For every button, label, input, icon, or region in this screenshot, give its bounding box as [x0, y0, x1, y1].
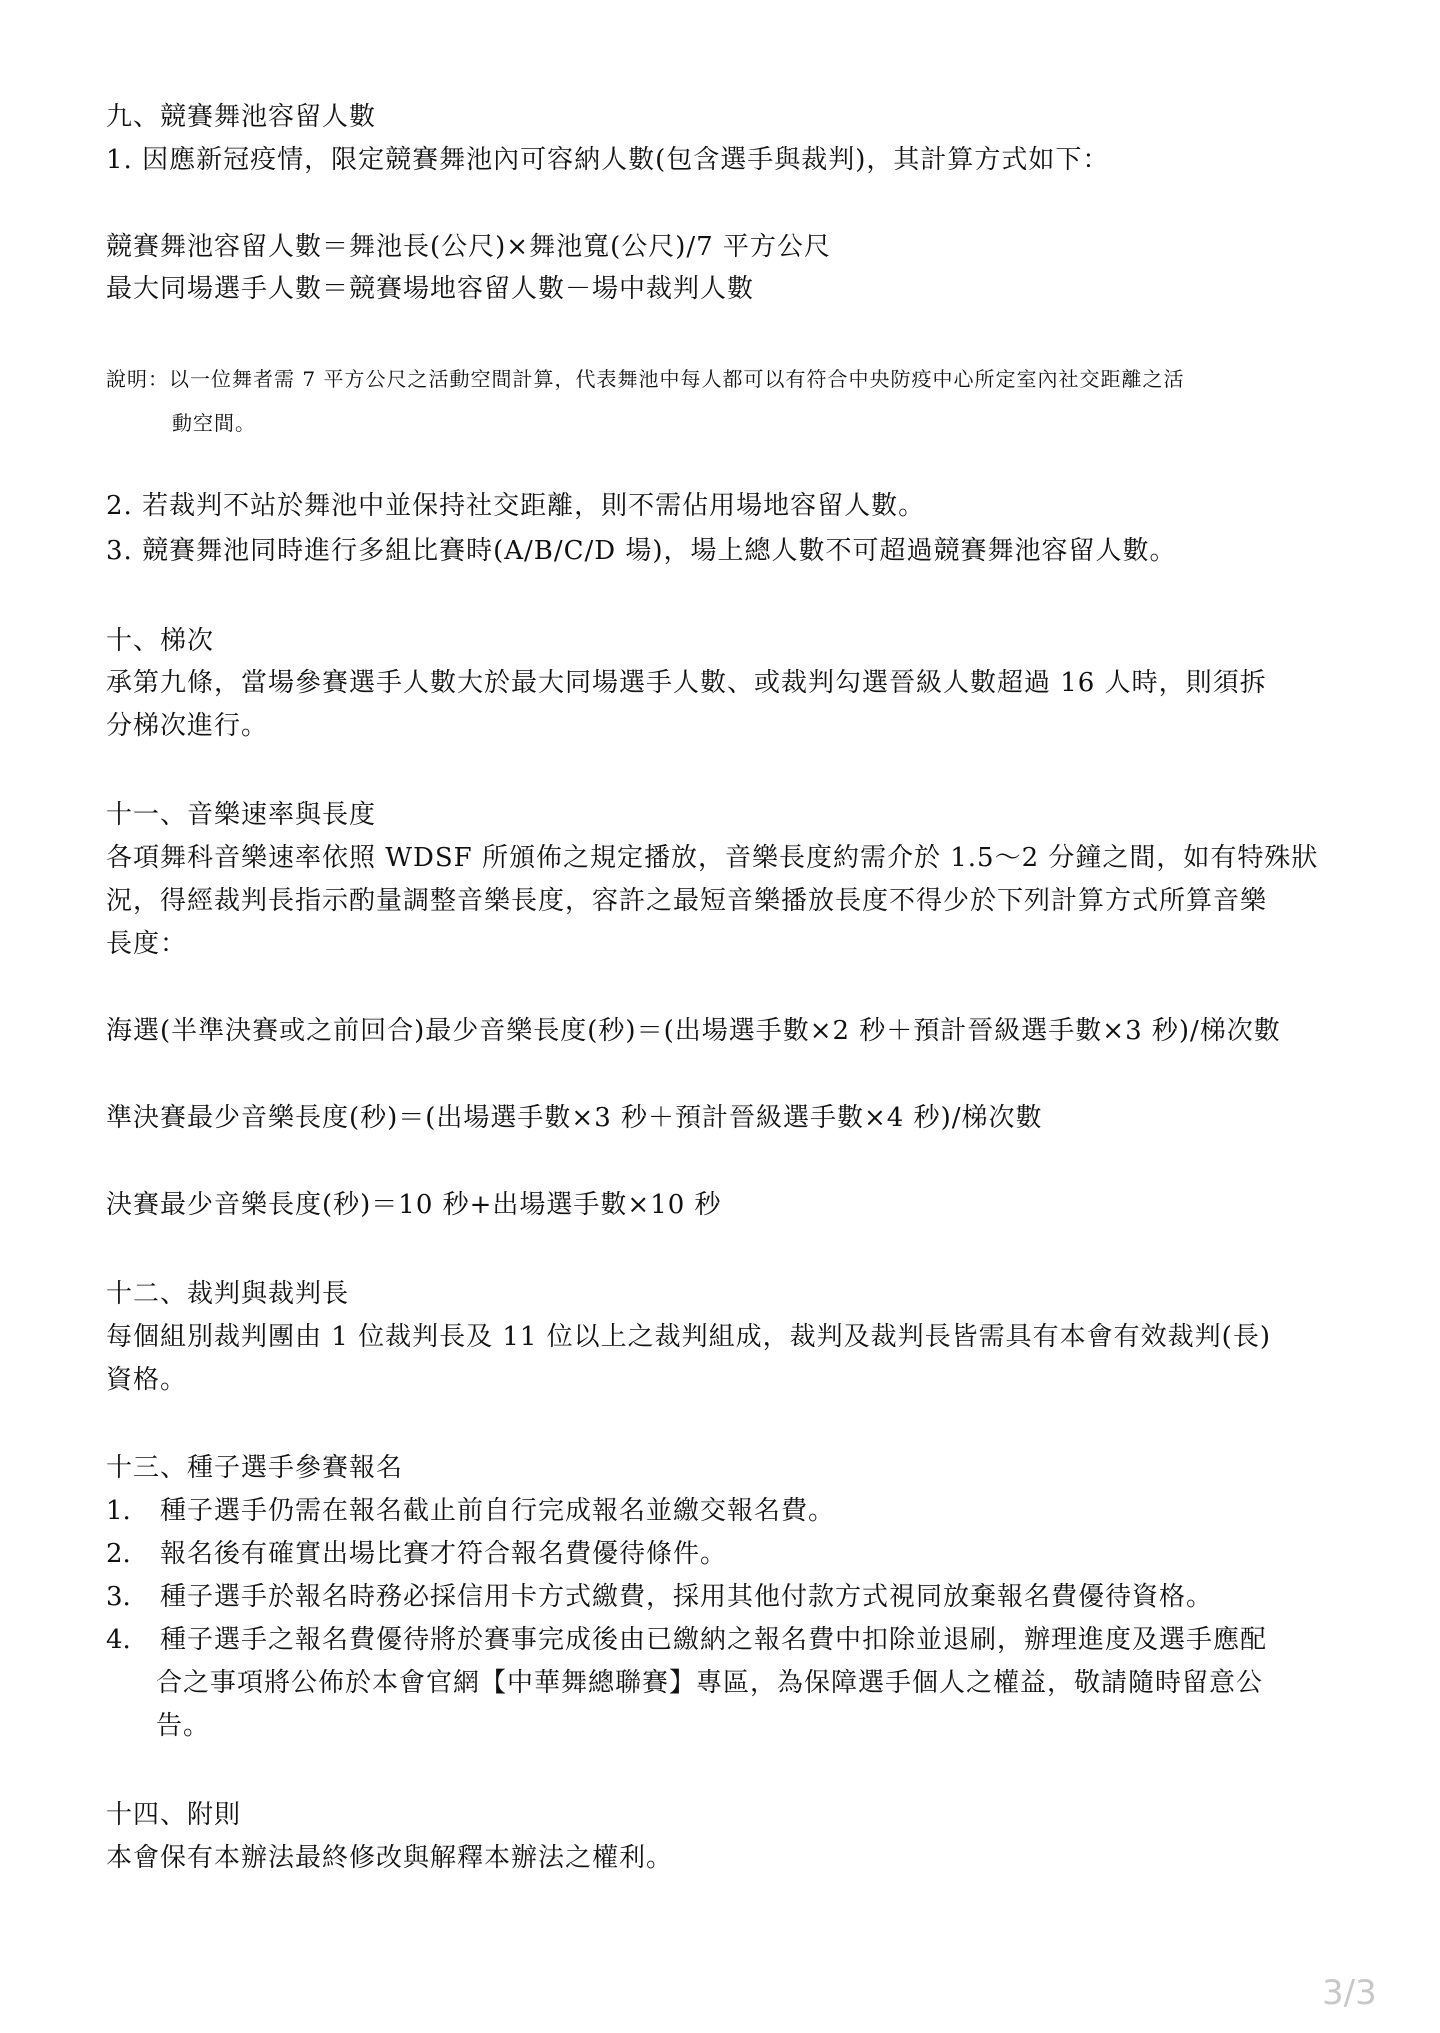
section-9-formula-1: 競賽舞池容留人數＝舞池長(公尺)×舞池寬(公尺)/7 平方公尺 — [106, 232, 831, 262]
section-11-paragraph-line-2: 況，得經裁判長指示酌量調整音樂長度，容許之最短音樂播放長度不得少於下列計算方式所算音樂 — [106, 886, 1268, 916]
section-11-formula-preliminary: 海選(半準決賽或之前回合)最少音樂長度(秒)＝(出場選手數×2 秒＋預計晉級選手數×3 秒)/梯次數 — [106, 1016, 1281, 1046]
section-13-item-3-text: 種子選手於報名時務必採信用卡方式繳費，採用其他付款方式視同放棄報名費優待資格。 — [160, 1582, 1214, 1612]
section-10-heading: 十、梯次 — [106, 626, 215, 656]
section-11-paragraph-line-3: 長度： — [106, 929, 188, 959]
section-9-item-2: 2. 若裁判不站於舞池中並保持社交距離，則不需佔用場地容留人數。 — [106, 491, 926, 521]
section-13-item-2-text: 報名後有確實出場比賽才符合報名費優待條件。 — [160, 1539, 728, 1569]
section-14-heading: 十四、附則 — [106, 1800, 242, 1830]
section-11-heading: 十一、音樂速率與長度 — [106, 800, 377, 830]
section-9-note-line-1: 說明：以一位舞者需 7 平方公尺之活動空間計算，代表舞池中每人都可以有符合中央防疫中心所定室內社交距離之活 — [106, 367, 1185, 391]
section-13-item-3-number: 3. — [106, 1582, 131, 1612]
section-10-paragraph-line-2: 分梯次進行。 — [106, 711, 269, 741]
section-13-item-2-number: 2. — [106, 1539, 131, 1569]
section-13-item-1-number: 1. — [106, 1496, 131, 1526]
section-14-paragraph: 本會保有本辦法最終修改與解釋本辦法之權利。 — [106, 1843, 674, 1873]
section-9-item-3: 3. 競賽舞池同時進行多組比賽時(A/B/C/D 場)，場上總人數不可超過競賽舞池容留人數。 — [106, 536, 1177, 566]
section-11-paragraph-line-1: 各項舞科音樂速率依照 WDSF 所頒佈之規定播放，音樂長度約需介於 1.5～2 分鐘之間，如有特殊狀 — [106, 843, 1319, 873]
section-11-formula-final: 決賽最少音樂長度(秒)＝10 秒+出場選手數×10 秒 — [106, 1190, 722, 1220]
section-13-item-1-text: 種子選手仍需在報名截止前自行完成報名並繳交報名費。 — [160, 1496, 836, 1526]
section-13-item-4-number: 4. — [106, 1625, 131, 1655]
section-13-heading: 十三、種子選手參賽報名 — [106, 1453, 404, 1483]
section-13-item-4-text: 種子選手之報名費優待將於賽事完成後由已繳納之報名費中扣除並退刷，辦理進度及選手應配 — [160, 1625, 1268, 1655]
section-13-item-4-continuation-1: 合之事項將公佈於本會官網【中華舞總聯賽】專區，為保障選手個人之權益，敬請隨時留意公 — [156, 1668, 1264, 1698]
section-9-heading: 九、競賽舞池容留人數 — [106, 102, 377, 132]
section-9-formula-2: 最大同場選手人數＝競賽場地容留人數－場中裁判人數 — [106, 274, 755, 304]
section-11-formula-semifinal: 準決賽最少音樂長度(秒)＝(出場選手數×3 秒＋預計晉級選手數×4 秒)/梯次數 — [106, 1103, 1043, 1133]
section-9-note-line-2: 動空間。 — [172, 411, 256, 435]
section-9-item-1: 1. 因應新冠疫情，限定競賽舞池內可容納人數(包含選手與裁判)，其計算方式如下： — [106, 145, 1110, 175]
section-13-item-4-continuation-2: 告。 — [156, 1711, 211, 1741]
page-indicator: 3/3 — [1322, 1973, 1377, 2013]
section-12-paragraph-line-2: 資格。 — [106, 1365, 188, 1395]
section-12-paragraph-line-1: 每個組別裁判團由 1 位裁判長及 11 位以上之裁判組成，裁判及裁判長皆需具有本會有效裁判(長) — [106, 1322, 1271, 1352]
section-12-heading: 十二、裁判與裁判長 — [106, 1279, 350, 1309]
section-10-paragraph-line-1: 承第九條，當場參賽選手人數大於最大同場選手人數、或裁判勾選晉級人數超過 16 人時，則須拆 — [106, 668, 1267, 698]
